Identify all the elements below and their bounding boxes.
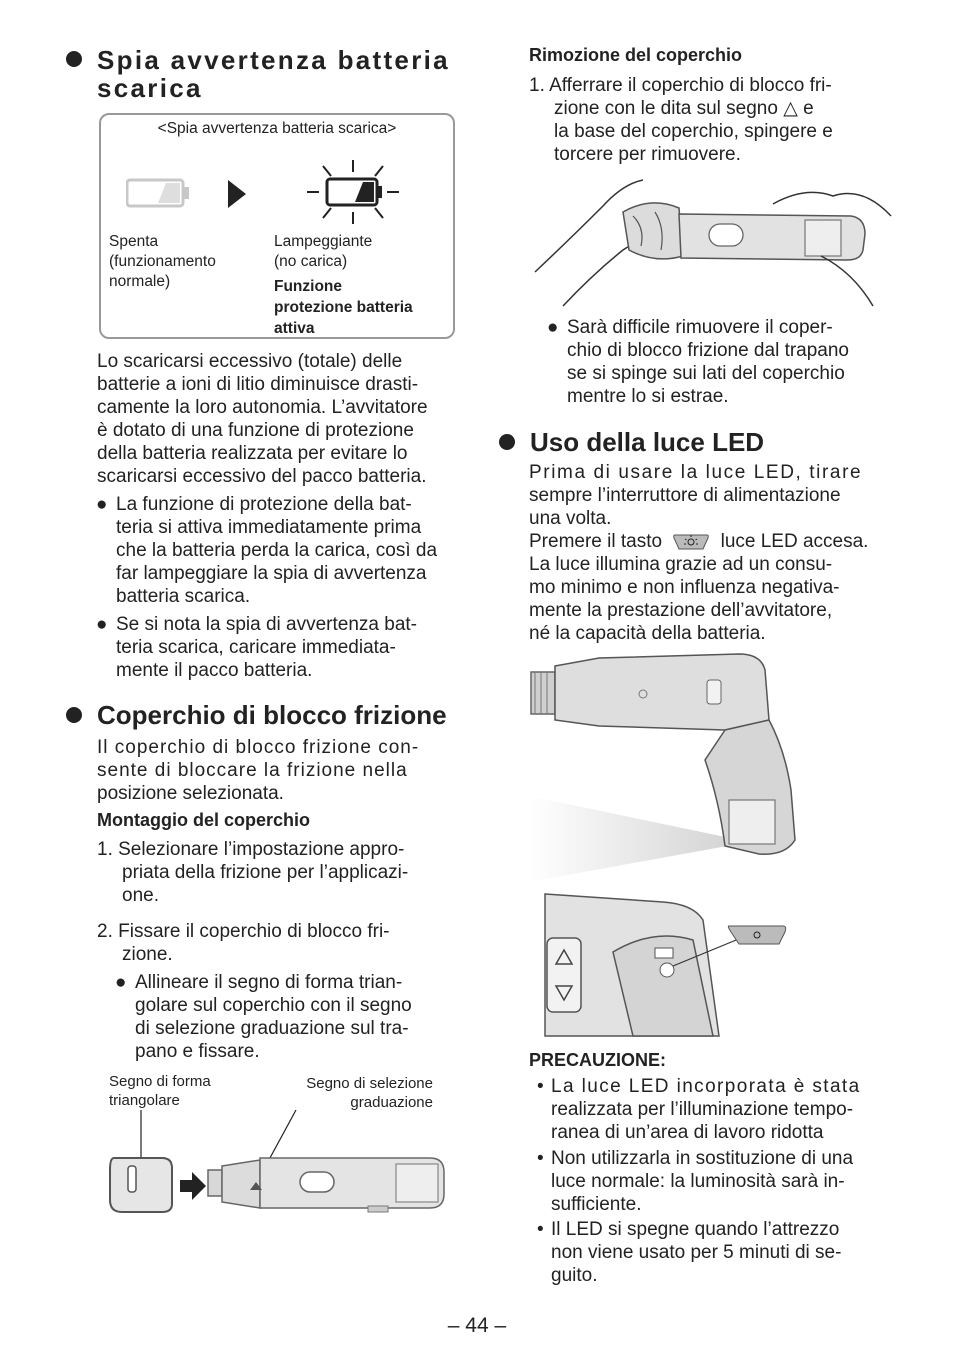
text-line: Se si nota la spia di avvertenza bat-: [116, 614, 418, 635]
text-line: chio di blocco frizione dal trapano: [567, 340, 850, 361]
text-line: che la batteria perda la carica, così da: [116, 540, 438, 561]
text-line: Il coperchio di blocco frizione con-: [97, 737, 420, 758]
label-line: triangolare: [109, 1092, 180, 1109]
text-line: di selezione graduazione sul tra-: [135, 1018, 409, 1039]
subhead-mounting: Montaggio del coperchio: [97, 810, 311, 830]
battery-bullet-1: [96, 493, 457, 608]
caution-marker: •: [537, 1076, 544, 1097]
led-paragraph-1: [529, 461, 890, 530]
text-line: teria scarica, caricare immediata-: [116, 637, 396, 658]
caution-item-2: [537, 1147, 890, 1216]
text-line: sempre l’interruttore di alimentazione: [529, 485, 841, 506]
led-press-line: [529, 530, 890, 553]
text-line: Il LED si spegne quando l’attrezzo: [551, 1219, 840, 1240]
text-line: ranea di un’area di lavoro ridotta: [551, 1122, 824, 1143]
battery-blinking-icon: [305, 158, 401, 226]
text-line: golare sul coperchio con il segno: [135, 995, 412, 1016]
text-line: mente il pacco batteria.: [116, 660, 313, 681]
text-line: non viene usato per 5 minuti di se-: [551, 1242, 842, 1263]
text-line: la base del coperchio, spingere e: [554, 121, 833, 142]
bullet-marker: ●: [96, 494, 108, 515]
text-line: camente la loro autonomia. L’avvitatore: [97, 397, 428, 418]
label-line: Funzione: [274, 278, 343, 295]
section-title-clutch-cover: Coperchio di blocco frizione: [97, 700, 447, 730]
led-button-icon: [671, 532, 711, 552]
text-line: far lampeggiare la spia di avvertenza: [116, 563, 427, 584]
drill-led-illustration: [529, 650, 809, 884]
cover-removal-illustration: [533, 176, 893, 310]
label-line: (no carica): [274, 253, 348, 270]
label-line: (funzionamento: [109, 253, 216, 270]
label-line: protezione batteria: [274, 299, 413, 316]
text-line: batteria scarica.: [116, 586, 251, 607]
text-line: 1. Selezionare l’impostazione appro-: [97, 839, 405, 860]
subhead-removal: Rimozione del coperchio: [529, 45, 743, 65]
text-line: Sarà difficile rimuovere il coper-: [567, 317, 833, 338]
mount-step-1: [97, 838, 457, 907]
text-line: posizione selezionata.: [97, 783, 284, 804]
battery-off-icon: [126, 178, 190, 208]
text-line: guito.: [551, 1265, 598, 1286]
label-selection-mark: [270, 1074, 433, 1112]
text-line: sufficiente.: [551, 1194, 642, 1215]
text-line: una volta.: [529, 508, 612, 529]
clutch-cover-mounting-illustration: [100, 1108, 450, 1218]
mount-step-2-bullet: [115, 971, 457, 1063]
label-line: normale): [109, 273, 171, 290]
text-line: Non utilizzarla in sostituzione di una: [551, 1148, 854, 1169]
removal-step-1: [529, 74, 890, 166]
label-line: Segno di selezione: [306, 1075, 433, 1092]
arrow-right-icon: [228, 180, 246, 208]
section-title-battery-warning: [97, 46, 459, 102]
section-title-led-light: Uso della luce LED: [530, 427, 765, 457]
text-segment: Premere il tasto: [529, 531, 663, 552]
bullet-marker: ●: [547, 317, 559, 338]
text-line: pano e fissare.: [135, 1041, 260, 1062]
caution-title: PRECAUZIONE:: [529, 1050, 667, 1070]
text-line: priata della frizione per l’applicazi-: [122, 862, 409, 883]
label-line: graduazione: [350, 1094, 433, 1111]
section-bullet: [66, 707, 82, 723]
text-line: mente la prestazione dell’avvitatore,: [529, 600, 833, 621]
text-line: teria si attiva immediatamente prima: [116, 517, 422, 538]
text-line: Prima di usare la luce LED, tirare: [529, 462, 863, 483]
state-off-label: [109, 232, 216, 292]
removal-bullet: [547, 316, 890, 408]
led-paragraph-2: [529, 553, 890, 645]
protection-active-label: [274, 276, 413, 339]
section-bullet: [66, 51, 82, 67]
text-line: realizzata per l’illuminazione tempo-: [551, 1099, 854, 1120]
text-line: è dotato di una funzione di protezione: [97, 420, 414, 441]
text-line: La funzione di protezione della bat-: [116, 494, 412, 515]
section-bullet: [499, 434, 515, 450]
state-blinking-label: [274, 232, 372, 272]
text-line: né la capacità della batteria.: [529, 623, 766, 644]
text-line: sente di bloccare la frizione nella: [97, 760, 408, 781]
text-line: zione con le dita sul segno △ e: [554, 98, 814, 119]
label-line: Spenta: [109, 233, 159, 250]
mount-step-2: [97, 920, 457, 966]
text-line: La luce illumina grazie ad un consu-: [529, 554, 833, 575]
text-line: one.: [122, 885, 159, 906]
text-line: scaricarsi eccessivo del pacco batteria.: [97, 466, 427, 487]
text-line: Allineare il segno di forma trian-: [135, 972, 403, 993]
text-line: Lo scaricarsi eccessivo (totale) delle: [97, 351, 403, 372]
text-line: batterie a ioni di litio diminuisce drasti-: [97, 374, 419, 395]
text-line: La luce LED incorporata è stata: [551, 1076, 861, 1097]
caution-item-3: [537, 1218, 890, 1287]
text-line: se si spinge sui lati del coperchio: [567, 363, 845, 384]
text-line: luce normale: la luminosità sarà in-: [551, 1171, 845, 1192]
page-number: – 44 –: [447, 1314, 507, 1337]
text-line: mentre lo si estrae.: [567, 386, 729, 407]
bullet-marker: ●: [96, 614, 108, 635]
label-triangle-mark: [109, 1072, 211, 1110]
text-line: zione.: [122, 944, 173, 965]
text-line: mo minimo e non influenza negativa-: [529, 577, 840, 598]
led-button-closeup-illustration: [543, 892, 793, 1038]
label-line: Segno di forma: [109, 1073, 211, 1090]
battery-bullet-2: [96, 613, 457, 682]
title-line: scarica: [97, 73, 203, 103]
text-line: 1. Afferrare il coperchio di blocco fri-: [529, 75, 832, 96]
label-line: Lampeggiante: [274, 233, 373, 250]
text-line: della batteria realizzata per evitare lo: [97, 443, 408, 464]
battery-paragraph: [97, 350, 457, 488]
title-line: Spia avvertenza batteria: [97, 45, 450, 75]
text-line: torcere per rimuovere.: [554, 144, 741, 165]
caution-marker: •: [537, 1219, 544, 1240]
caution-marker: •: [537, 1148, 544, 1169]
box-caption: <Spia avvertenza batteria scarica>: [157, 120, 397, 137]
text-line: 2. Fissare il coperchio di blocco fri-: [97, 921, 390, 942]
text-segment: luce LED accesa.: [720, 531, 869, 552]
label-line: attiva: [274, 320, 315, 337]
clutch-paragraph: [97, 736, 457, 805]
bullet-marker: ●: [115, 972, 127, 993]
caution-item-1: [537, 1075, 890, 1144]
